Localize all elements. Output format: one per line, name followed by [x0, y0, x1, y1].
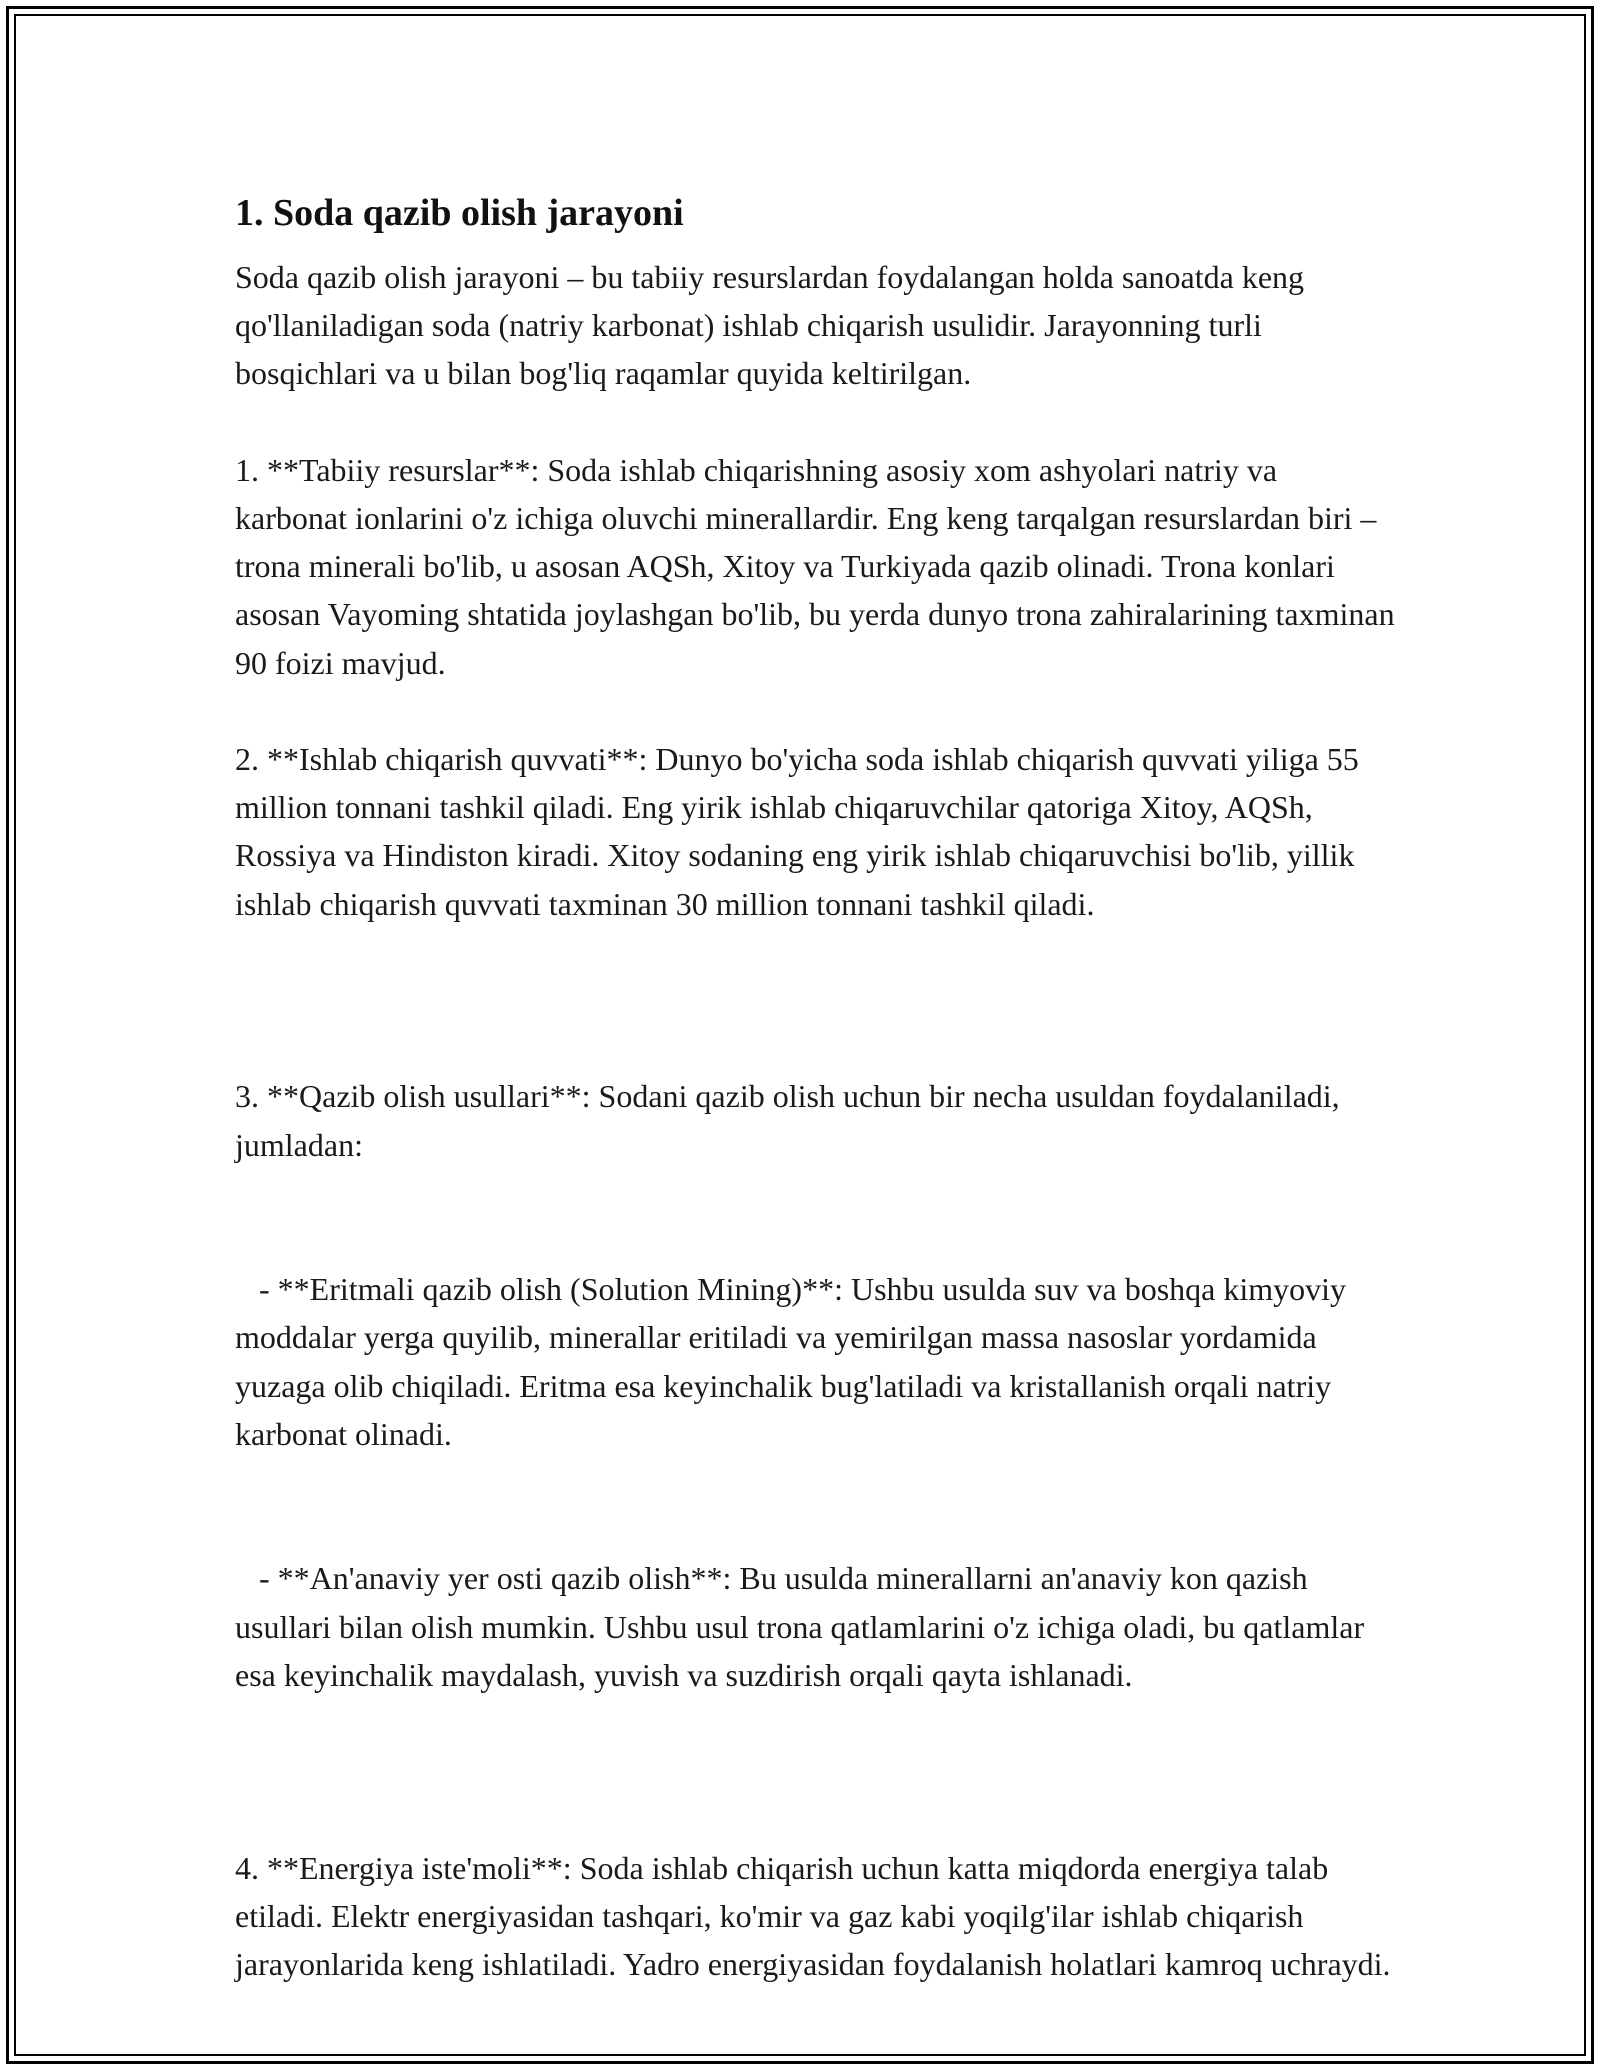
document-body [235, 185, 1403, 2036]
list-item-solution-mining: - **Eritmali qazib olish (Solution Mining)**: Ushbu usulda suv va boshqa kimyoviy moddalar yerga quyilib, minerallar eritiladi va yemirilgan massa nasoslar yordamida yuzaga olib chiqiladi. Eritma esa keyinchalik bug'latiladi va kristallanish orqali natriy karbonat olinadi. [235, 1271, 1355, 1452]
section-natural-resources: 1. **Tabiiy resurslar**: Soda ishlab chiqarishning asosiy xom ashyolari natriy va karbonat ionlarini o'z ichiga oluvchi minerallardir. Eng keng tarqalgan resurslardan biri – trona minerali bo'lib, u asosan AQSh, Xitoy va Turkiyada qazib olinadi. Trona konlari asosan Vayoming shtatida joylashgan bo'lib, bu yerda dunyo trona zahiralarining taxminan 90 foizi mavjud. [235, 451, 1403, 681]
page-title: 1. Soda qazib olish jarayoni [235, 192, 684, 234]
section-mining-methods [235, 976, 1395, 1795]
section-mining-methods-lead: 3. **Qazib olish usullari**: Sodani qazib olish uchun bir necha usuldan foydalaniladi, jumladan: [235, 1078, 1348, 1163]
section-energy-consumption: 4. **Energiya iste'moli**: Soda ishlab chiqarish uchun katta miqdorda energiya talab etiladi. Elektr energiyasidan tashqari, ko'mir va gaz kabi yoqilg'ilar ishlab chiqarish jarayonlarida keng ishlatiladi. Yadro energiyasidan foydalanish holatlari kamroq uchraydi. [235, 1849, 1391, 1983]
section-production-capacity: 2. **Ishlab chiqarish quvvati**: Dunyo bo'yicha soda ishlab chiqarish quvvati yiliga 55 million tonnani tashkil qiladi. Eng yirik ishlab chiqaruvchilar qatoriga Xitoy, AQSh, Rossiya va Hindiston kiradi. Xitoy sodaning eng yirik ishlab chiqaruvchisi bo'lib, yillik ishlab chiqarish quvvati taxminan 30 million tonnani tashkil qiladi. [235, 741, 1367, 922]
list-item-underground-mining: - **An'anaviy yer osti qazib olish**: Bu usulda minerallarni an'anaviy kon qazish usullari bilan olish mumkin. Ushbu usul trona qatlamlarini o'z ichiga oladi, bu qatlamlar esa keyinchalik maydalash, yuvish va suzdirish orqali qayta ishlanadi. [235, 1560, 1373, 1693]
intro-paragraph: Soda qazib olish jarayoni – bu tabiiy resurslardan foydalangan holda sanoatda keng qo'llaniladigan soda (natriy karbonat) ishlab chiqarish usulidir. Jarayonning turli bosqichlari va u bilan bog'liq raqamlar quyida keltirilgan. [235, 259, 1313, 392]
